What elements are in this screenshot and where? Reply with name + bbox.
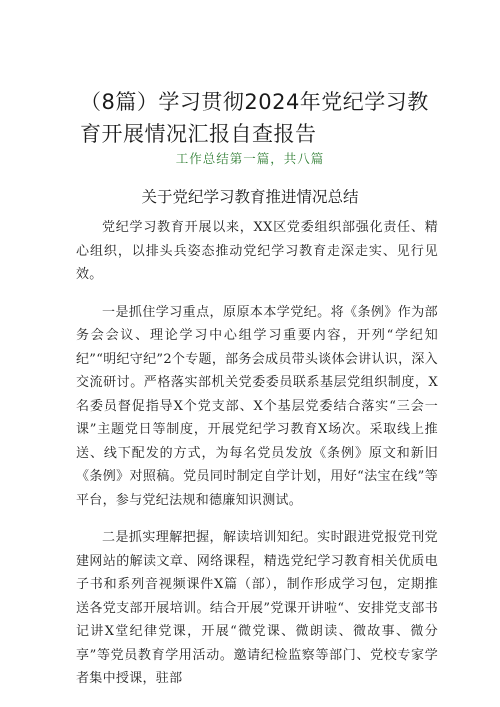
document-title: （8篇）学习贯彻2024年党纪学习教育开展情况汇报自查报告 <box>80 90 429 146</box>
paragraph-point-1: 一是抓住学习重点，原原本本学党纪。将《条例》作为部务会会议、理论学习中心组学习重要内容，开列“学纪知纪”“明纪守纪”2个专题，部务会成员带头谈体会讲认识，深入交流研讨。严格落实部机关党委委员联系基层党组织制度，X名委员督促指导X个党支部、X个基层党委结合落实“三会一课”主题党日等制度，开展党纪学习教育X场次。采取线上推送、线下配发的方式，为每名党员发放《条例》原文和新旧《条例》对照稿。党员同时制定自学计划，用好“法宝在线”等平台，参与党纪法规和德廉知识测试。 <box>76 304 438 508</box>
section-title: 关于党纪学习教育推进情况总结 <box>141 188 359 206</box>
paragraph-point-2: 二是抓实理解把握，解读培训知纪。实时跟进党报党刊党建网站的解读文章、网络课程，精选党纪学习教育相关优质电子书和系列音视频课件X篇（部），制作形成学习包，定期推送各党支部开展培训。结合开展”党课开讲啦“、安排党支部书记讲X堂纪律党课，开展“微党课、微朗读、微故事、微分享”等党员教育学用活动。邀请纪检监察等部门、党校专家学者集中授课，驻部 <box>76 530 438 686</box>
document-body <box>76 216 438 705</box>
document-subtitle: 工作总结第一篇，共八篇 <box>175 151 325 166</box>
paragraph-intro: 党纪学习教育开展以来，XX区党委组织部强化责任、精心组织，以排头兵姿态推动党纪学习教育走深走实、见行见效。 <box>76 220 438 282</box>
